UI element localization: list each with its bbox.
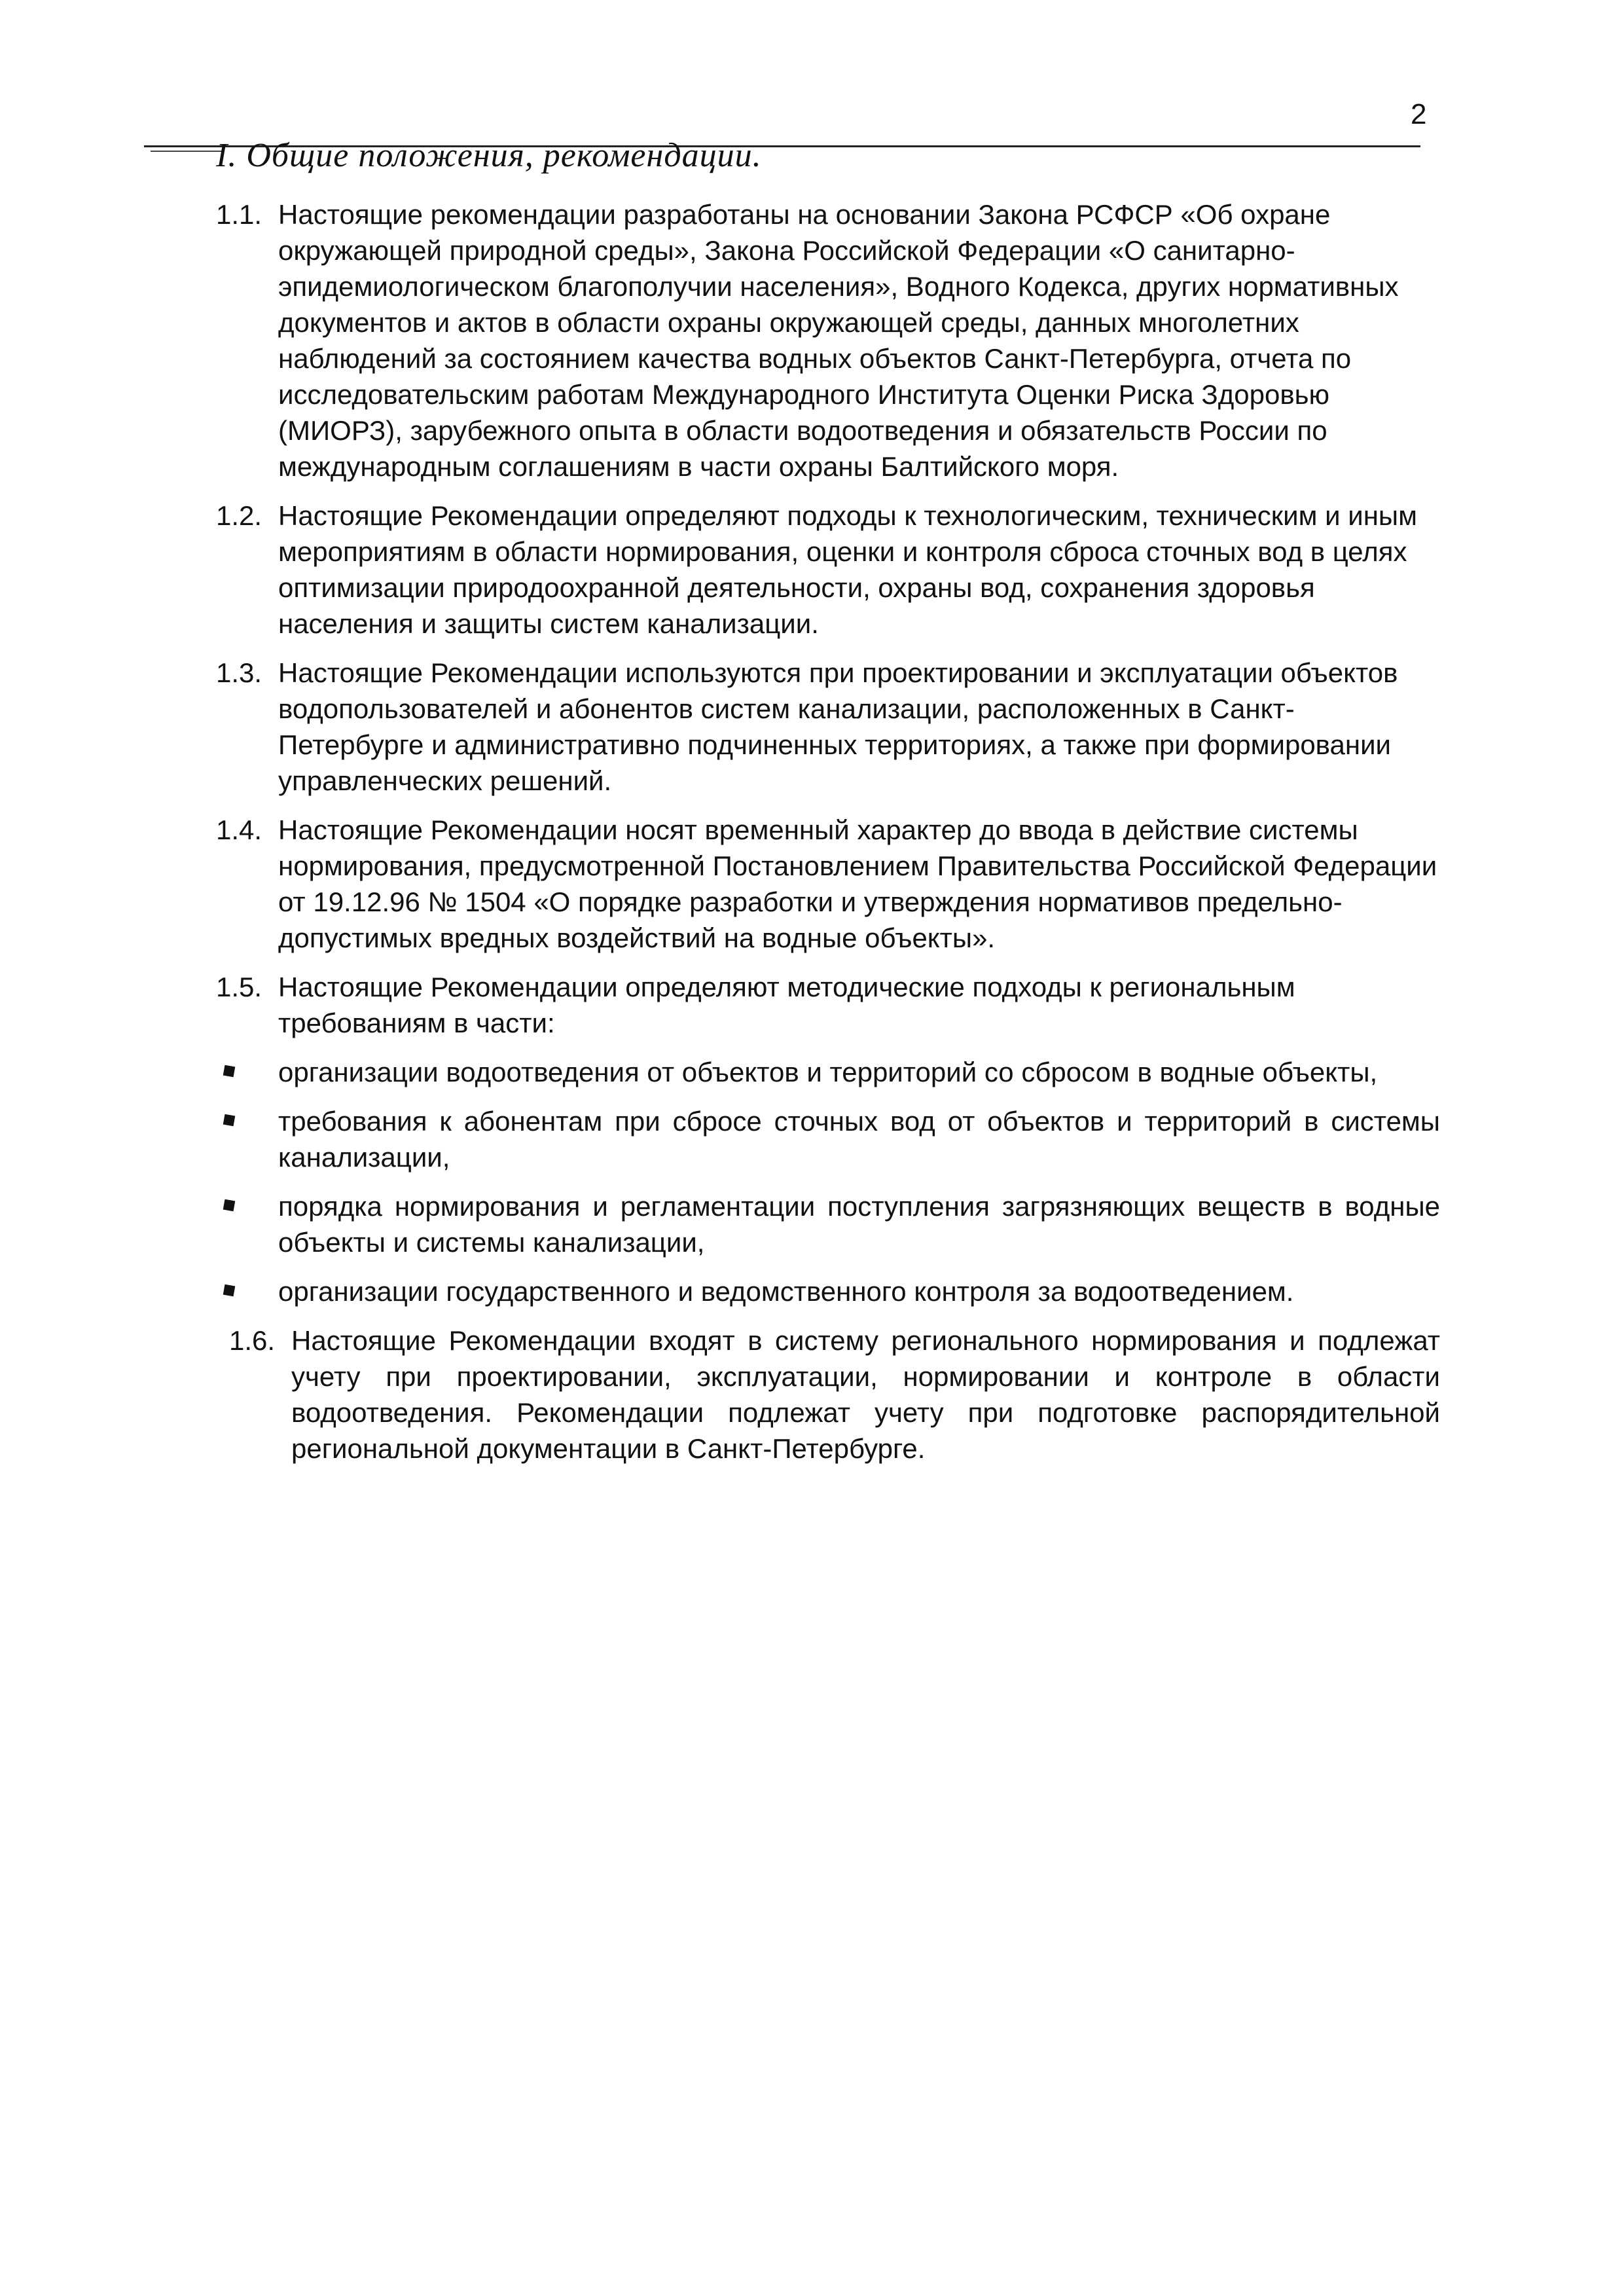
bullet-marker-icon	[223, 1285, 236, 1297]
paragraph-text: Настоящие Рекомендации определяют методические подходы к региональным требованиям в части:	[278, 972, 1295, 1038]
paragraph-text: Настоящие Рекомендации входят в систему регионального нормирования и подлежат учету при проектировании, эксплуатации, нормировании и контроле в области водоотведения. Рекомендации подлежат учету при подготовке распорядительной региональной документации в Санкт-Петербурге.	[291, 1325, 1440, 1464]
paragraph-number: 1.5.	[216, 972, 262, 1002]
paragraph-number: 1.6.	[229, 1325, 276, 1356]
bullet-item	[216, 1273, 1440, 1309]
bullet-text: требования к абонентам при сбросе сточных вод от объектов и территорий в системы канализации,	[278, 1106, 1440, 1173]
bullet-marker-icon	[223, 1199, 236, 1212]
paragraph-number: 1.4.	[216, 814, 262, 845]
paragraph-1-2	[216, 498, 1440, 642]
document-body	[216, 196, 1440, 1467]
bullet-marker-icon	[223, 1114, 236, 1127]
paragraph-1-4	[216, 812, 1440, 956]
paragraph-number: 1.1.	[216, 199, 262, 230]
bullet-text: организации государственного и ведомственного контроля за водоотведением.	[278, 1276, 1294, 1307]
paragraph-text: Настоящие Рекомендации определяют подходы к технологическим, техническим и иным мероприятиям в области нормирования, оценки и контроля сброса сточных вод в целях оптимизации природоохранной деятельности, охраны вод, сохранения здоровья населения и защиты систем канализации.	[278, 500, 1417, 639]
bullet-item	[216, 1103, 1440, 1175]
bullet-item	[216, 1054, 1440, 1090]
paragraph-number: 1.3.	[216, 657, 262, 688]
page-number: 2	[1411, 98, 1427, 130]
bullet-item	[216, 1188, 1440, 1260]
paragraph-1-1	[216, 196, 1440, 484]
bullet-text: порядка нормирования и регламентации поступления загрязняющих веществ в водные объекты и системы канализации,	[278, 1191, 1440, 1258]
paragraph-text: Настоящие рекомендации разработаны на основании Закона РСФСР «Об охране окружающей природной среды», Закона Российской Федерации «О санитарно-эпидемиологическом благополучии населения», Водного Кодекса, других нормативных документов и актов в области охраны окружающей среды, данных многолетних наблюдений за состоянием качества водных объектов Санкт-Петербурга, отчета по исследовательским работам Международного Института Оценки Риска Здоровью (МИОРЗ), зарубежного опыта в области водоотведения и обязательств России по международным соглашениям в части охраны Балтийского моря.	[278, 199, 1399, 482]
header-rule-accent	[151, 151, 223, 152]
bullet-text: организации водоотведения от объектов и территорий со сбросом в водные объекты,	[278, 1057, 1378, 1087]
paragraph-text: Настоящие Рекомендации носят временный характер до ввода в действие системы нормирования, предусмотренной Постановлением Правительства Российской Федерации от 19.12.96 № 1504 «О порядке разработки и утверждения нормативов предельно-допустимых вредных воздействий на водные объекты».	[278, 814, 1437, 953]
paragraph-text: Настоящие Рекомендации используются при проектировании и эксплуатации объектов водопользователей и абонентов систем канализации, расположенных в Санкт-Петербурге и административно подчиненных территориях, а также при формировании управленческих решений.	[278, 657, 1398, 796]
paragraph-1-3	[216, 655, 1440, 799]
paragraph-number: 1.2.	[216, 500, 262, 531]
bullet-marker-icon	[223, 1065, 236, 1078]
section-title: I. Общие положения, рекомендации.	[216, 137, 762, 174]
paragraph-1-5	[216, 969, 1440, 1041]
paragraph-1-6	[216, 1322, 1440, 1467]
